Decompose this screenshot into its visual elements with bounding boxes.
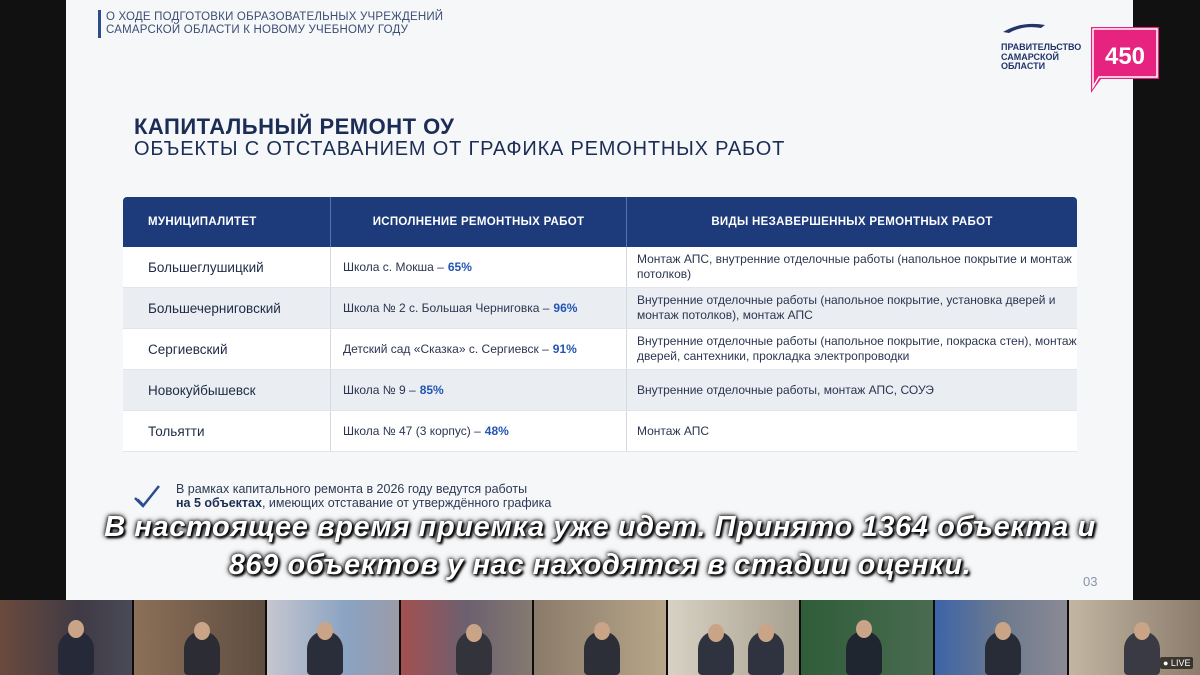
note-line-1: В рамках капитального ремонта в 2026 году ведутся работы: [176, 482, 528, 496]
table-row: [123, 247, 1077, 288]
table-header: [123, 197, 1077, 247]
government-logo: [1001, 22, 1081, 72]
percent-value: 91%: [552, 342, 577, 356]
percent-value: 48%: [484, 424, 509, 438]
header-line-2: САМАРСКОЙ ОБЛАСТИ К НОВОМУ УЧЕБНОМУ ГОДУ: [106, 24, 409, 36]
cell-works: Внутренние отделочные работы, монтаж АПС, СОУЭ: [637, 382, 934, 397]
slide-subtitle: ОБЪЕКТЫ С ОТСТАВАНИЕМ ОТ ГРАФИКА РЕМОНТНЫХ РАБОТ: [134, 138, 786, 160]
header-municipality: МУНИЦИПАЛИТЕТ: [148, 216, 257, 228]
cell-municipality: Большеглушицкий: [148, 259, 264, 275]
participant-tile[interactable]: [401, 600, 535, 675]
object-name: Школа № 47 (3 корпус) –: [343, 424, 481, 438]
header-execution: ИСПОЛНЕНИЕ РЕМОНТНЫХ РАБОТ: [330, 197, 627, 247]
gov-line-3: ОБЛАСТИ: [1001, 61, 1046, 71]
video-subtitle: [0, 508, 1200, 584]
gov-line-2: САМАРСКОЙ: [1001, 51, 1060, 62]
object-name: Детский сад «Сказка» с. Сергиевск –: [343, 342, 549, 356]
note-line-2: , имеющих отставание от утверждённого графика: [261, 496, 552, 510]
slide-header: [106, 11, 443, 37]
channel-450-logo: [1087, 25, 1163, 95]
note-highlight: на 5 объектах: [176, 496, 262, 510]
cell-municipality: Тольятти: [148, 423, 205, 439]
cell-municipality: Большечерниговский: [148, 300, 281, 316]
cell-works: Монтаж АПС: [637, 423, 709, 438]
participant-tile[interactable]: [534, 600, 668, 675]
wing-icon: [1001, 23, 1047, 35]
participant-tile[interactable]: [801, 600, 935, 675]
participant-tile[interactable]: [0, 600, 134, 675]
participants-strip: [0, 600, 1200, 675]
subtitle-line-1: В настоящее время приемка уже идет. Принято 1364 объекта и: [104, 511, 1096, 543]
cell-works: Монтаж АПС, внутренние отделочные работы (напольное покрытие и монтаж потолков): [637, 252, 1072, 281]
subtitle-line-2: 869 объектов у нас находятся в стадии оценки.: [228, 549, 972, 581]
table-row: [123, 370, 1077, 411]
repair-table: [123, 197, 1077, 452]
cell-municipality: Новокуйбышевск: [148, 382, 256, 398]
cell-works: Внутренние отделочные работы (напольное покрытие, установка дверей и монтаж потолков), монтаж АПС: [637, 293, 1056, 322]
table-row: [123, 329, 1077, 370]
object-name: Школа № 2 с. Большая Черниговка –: [343, 301, 550, 315]
percent-value: 65%: [447, 260, 472, 274]
slide-title: КАПИТАЛЬНЫЙ РЕМОНТ ОУ: [134, 114, 455, 139]
header-line-1: О ХОДЕ ПОДГОТОВКИ ОБРАЗОВАТЕЛЬНЫХ УЧРЕЖДЕНИЙ: [106, 11, 444, 23]
cell-execution: [330, 411, 627, 451]
header-works: ВИДЫ НЕЗАВЕРШЕННЫХ РЕМОНТНЫХ РАБОТ: [711, 216, 993, 228]
participant-tile[interactable]: [935, 600, 1069, 675]
cell-municipality: Сергиевский: [148, 341, 228, 357]
percent-value: 96%: [553, 301, 578, 315]
cell-execution: [330, 247, 627, 287]
page-number: 03: [1083, 574, 1098, 589]
cell-execution: [330, 370, 627, 410]
live-indicator: ● LIVE: [1160, 657, 1193, 669]
gov-line-1: ПРАВИТЕЛЬСТВО: [1001, 42, 1082, 52]
table-row: [123, 411, 1077, 452]
header-accent-bar: [98, 10, 101, 38]
participant-tile[interactable]: [668, 600, 802, 675]
badge-text: 450: [1104, 43, 1146, 70]
table-row: [123, 288, 1077, 329]
cell-execution: [330, 288, 627, 328]
object-name: Школа с. Мокша –: [343, 260, 444, 274]
object-name: Школа № 9 –: [343, 383, 416, 397]
cell-works: Внутренние отделочные работы (напольное покрытие, покраска стен), монтаж дверей, сантехники, прокладка электропроводки: [637, 334, 1077, 363]
participant-tile[interactable]: [267, 600, 401, 675]
cell-execution: [330, 329, 627, 369]
participant-tile[interactable]: [134, 600, 268, 675]
percent-value: 85%: [419, 383, 444, 397]
